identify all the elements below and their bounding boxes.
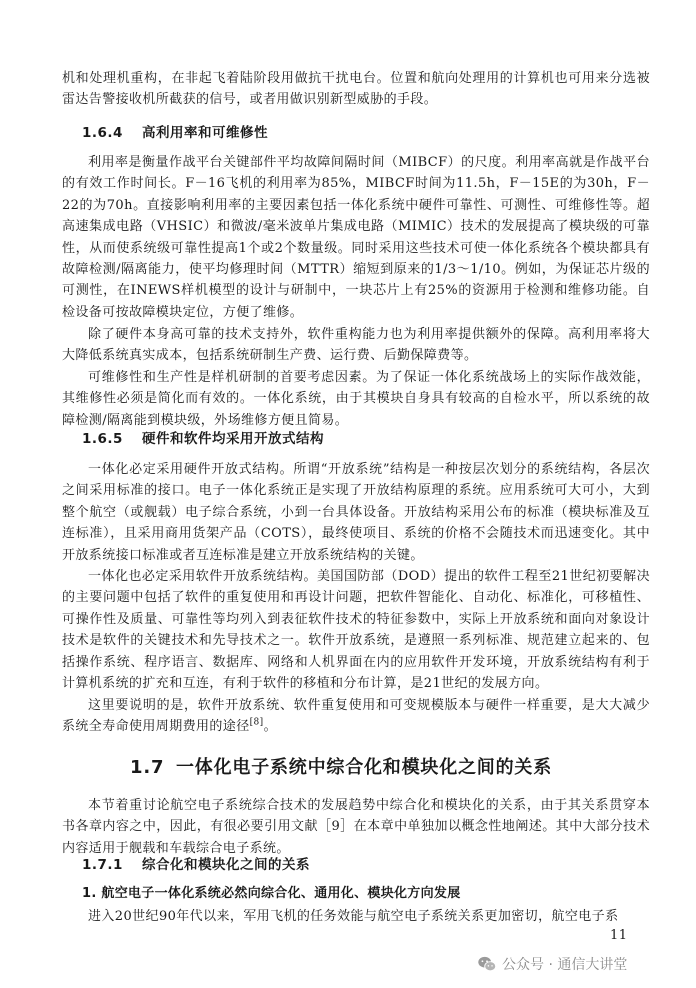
paragraph-software-reconfig: 除了硬件本身高可靠的技术支持外，软件重构能力也为利用率提供额外的保障。高利用率将大大降低系统真实成本，包括系统研制生产费、运行费、后勤保障费等。 <box>62 327 650 364</box>
watermark-label: 公众号 · 通信大讲堂 <box>502 957 628 973</box>
heading-1-7 <box>130 756 552 780</box>
heading-title: 高利用率和可维修性 <box>142 125 268 141</box>
paragraph-utilization: 利用率是衡量作战平台关键部件平均故障间隔时间（MIBCF）的尺度。利用率高就是作战平台的有效工作时间长。F－16飞机的利用率为85%，MIBCF时间为11.5h，F－15E的为30h，F－22的为70h。直接影响利用率的主要因素包括一体化系统中硬件可靠性、可测性、可维修性等。超高速集成电路（VHSIC）和微波/毫米波单片集成电路（MIMIC）技术的发展提高了模块级的可靠性，从而使系统级可靠性提高1个或2个数量级。同时采用这些技术可使一体化系统各个模块都具有故障检测/隔离能力，使平均修理时间（MTTR）缩短到原来的1/3～1/10。例如，为保证芯片级的可测性，在INEWS样机模型的设计与研制中，一块芯片上有25%的资源用于检测和维修功能。自检设备可按故障模块定位，方便了维修。 <box>62 155 650 320</box>
paragraph-maintainability: 可维修性和生产性是样机研制的首要考虑因素。为了保证一体化系统战场上的实际作战效能，其维修性必须是简化而有效的。一体化系统，由于其模块自身具有较高的自检水平，所以系统的故障检测/隔离能到模块级，外场维修方便且简易。 <box>62 370 650 428</box>
heading-number: 1.6.5 <box>82 431 123 447</box>
heading-title: 一体化电子系统中综合化和模块化之间的关系 <box>176 757 552 778</box>
paragraph-text: 这里要说明的是，软件开放系统、软件重复使用和可变规模版本与硬件一样重要，是大大减少系统全寿命使用周期费用的途径 <box>62 698 650 735</box>
paragraph-hardware-open: 一体化必定采用硬件开放式结构。所谓“开放系统”结构是一种按层次划分的系统结构，各层次之间采用标准的接口。电子一体化系统正是实现了开放结构原理的系统。应用系统可大可小，大到整个航空（或舰载）电子综合系统，小到一台具体设备。开放结构采用公布的标准（模块标准及互连标准），且采用商用货架产品（COTS），最终使项目、系统的价格不会随技术而迅速变化。其中开放系统接口标准或者互连标准是建立开放系统结构的关键。 <box>62 462 650 563</box>
page-number: 11 <box>610 928 628 943</box>
subheading-avionics-trend: 1. 航空电子一体化系统必然向综合化、通用化、模块化方向发展 <box>82 886 461 901</box>
heading-1-7-1 <box>82 855 310 875</box>
heading-title: 综合化和模块化之间的关系 <box>142 857 310 873</box>
heading-1-6-5 <box>82 429 324 449</box>
heading-1-6-4 <box>82 123 268 143</box>
watermark <box>476 953 627 975</box>
paragraph-nineties: 进入20世纪90年代以来，军用飞机的任务效能与航空电子系统关系更加密切，航空电子系 <box>88 909 619 924</box>
heading-title: 硬件和软件均采用开放式结构 <box>142 431 324 447</box>
citation-ref: [8] <box>249 718 264 729</box>
paragraph-lifecycle-cost <box>62 695 650 738</box>
heading-number: 1.7.1 <box>82 857 123 873</box>
heading-number: 1.6.4 <box>82 125 123 141</box>
paragraph-intro: 机和处理机重构，在非起飞着陆阶段用做抗干扰电台。位置和航向处理用的计算机也可用来分选被雷达告警接收机所截获的信号，或者用做识别新型威胁的手段。 <box>62 71 650 108</box>
paragraph-text-end: 。 <box>263 719 277 735</box>
wechat-icon <box>476 953 498 975</box>
heading-number: 1.7 <box>130 757 165 778</box>
paragraph-software-open: 一体化也必定采用软件开放系统结构。美国国防部（DOD）提出的软件工程至21世纪初要解决的主要问题中包括了软件的重复使用和再设计问题，把软件智能化、自动化、标准化，可移植性、可操作性及质量、可靠性等均列入到表征软件技术的特征参数中，实际上开放系统和面向对象设计技术是软件的关键技术和先导技术之一。软件开放系统，是遵照一系列标准、规范建立起来的、包括操作系统、程序语言、数据库、网络和人机界面在内的应用软件开发环境，开放系统结构有利于计算机系统的扩充和互连，有利于软件的移植和分布计算，是21世纪的发展方向。 <box>62 569 650 692</box>
paragraph-section-intro: 本节着重讨论航空电子系统综合技术的发展趋势中综合化和模块化的关系，由于其关系贯穿本书各章内容之中，因此，有很必要引用文献［9］在本章中单独加以概念性地阐述。其中大部分技术内容适用于舰载和车载综合电子系统。 <box>62 798 650 856</box>
